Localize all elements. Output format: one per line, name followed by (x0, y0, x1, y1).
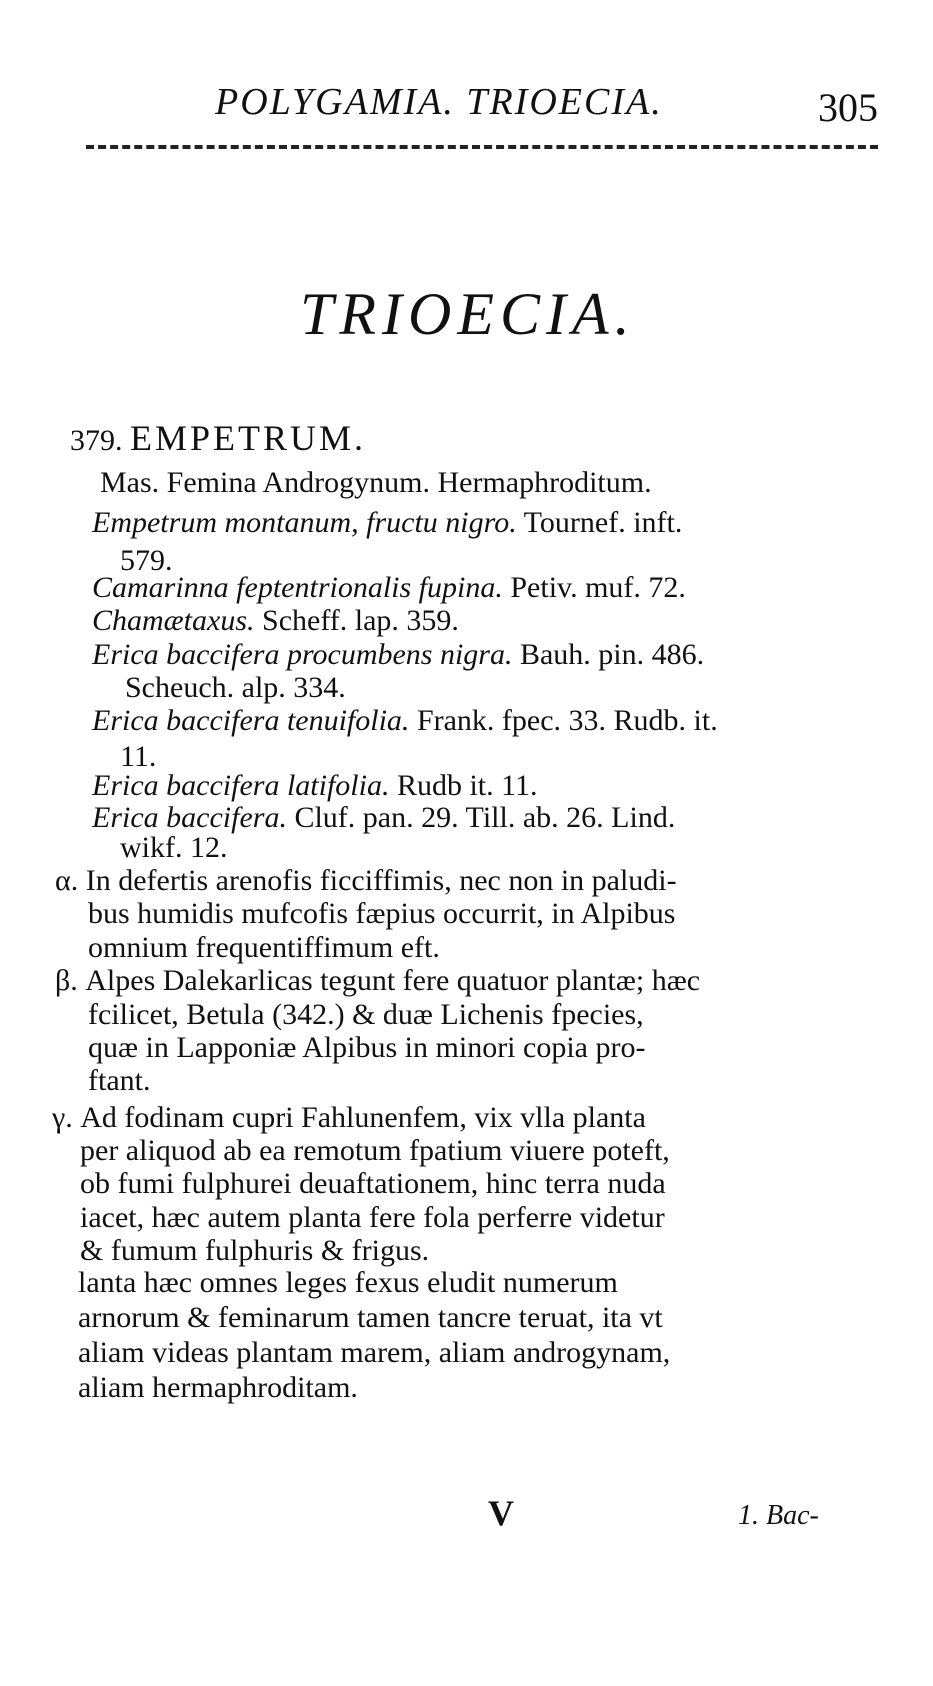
text-line (52, 1100, 646, 1136)
header-rule (86, 145, 878, 149)
text-line (78, 1300, 663, 1336)
italic-reference: Chamætaxus. (92, 604, 255, 637)
genus-number: 379. (70, 424, 123, 457)
text-line (88, 930, 440, 966)
text-line (92, 637, 704, 673)
text-line (78, 1370, 358, 1406)
roman-text: iacet, hæc autem planta fere fola perferre videtur (80, 1201, 665, 1234)
text-line (88, 896, 675, 932)
text-line (88, 1063, 150, 1099)
running-title: POLYGAMIA. TRIOECIA. (215, 81, 663, 123)
italic-reference: Camarinna feptentrionalis fupina. (92, 571, 503, 604)
catchword: 1. Bac- (738, 1500, 819, 1531)
text-line (78, 1265, 618, 1301)
text-line (80, 1133, 670, 1169)
italic-reference: Erica baccifera procumbens nigra. (92, 638, 513, 671)
roman-text: Frank. fpec. 33. Rudb. it. (409, 704, 718, 737)
roman-text: ob fumi fulphurei deuaftationem, hinc terra nuda (80, 1167, 666, 1200)
page-number: 305 (818, 85, 878, 130)
text-line (78, 1335, 670, 1371)
roman-text: Tournef. inft. (516, 506, 683, 539)
italic-reference: Erica baccifera. (92, 801, 287, 834)
text-line (80, 1233, 429, 1269)
roman-text: ftant. (88, 1064, 151, 1097)
genus-name: EMPETRUM. (130, 418, 367, 458)
text-line (92, 703, 718, 739)
text-line (80, 1200, 665, 1236)
roman-text: Scheff. lap. 359. (254, 604, 459, 637)
roman-text: Rudb it. 11. (389, 769, 538, 802)
text-line (80, 1166, 666, 1202)
signature-mark: V (488, 1493, 514, 1533)
roman-text: 11. (120, 740, 157, 773)
genus-heading (70, 420, 366, 459)
text-line (92, 505, 682, 541)
text-line (55, 863, 677, 899)
text-line (120, 830, 228, 866)
roman-text: omnium frequentiffimum eft. (88, 931, 440, 964)
roman-text: quæ in Lapponiæ Alpibus in minori copia pro- (88, 1031, 646, 1064)
roman-text: lanta hæc omnes leges fexus eludit numerum (78, 1266, 618, 1299)
text-line (100, 465, 652, 501)
roman-text: β. Alpes Dalekarlicas tegunt fere quatuor plantæ; hæc (55, 964, 701, 997)
roman-text: Scheuch. alp. 334. (125, 671, 346, 704)
roman-text: Mas. Femina Androgynum. Hermaphroditum. (100, 466, 652, 499)
roman-text: bus humidis mufcofis fæpius occurrit, in Alpibus (88, 897, 676, 930)
roman-text: α. In defertis arenofis ficciffimis, nec non in paludi- (55, 864, 677, 897)
text-line (92, 603, 459, 639)
italic-reference: Erica baccifera latifolia. (92, 769, 390, 802)
roman-text: arnorum & feminarum tamen tancre teruat, ita vt (78, 1301, 663, 1334)
roman-text: 579. (120, 544, 173, 577)
text-line (55, 963, 700, 999)
text-line (92, 768, 538, 804)
text-line (92, 570, 686, 606)
text-line (88, 997, 644, 1033)
section-title: TRIOECIA. (300, 281, 636, 347)
roman-text: fcilicet, Betula (342.) & duæ Lichenis fpecies, (88, 998, 644, 1031)
roman-text: per aliquod ab ea remotum fpatium viuere poteft, (80, 1134, 670, 1167)
roman-text: & fumum fulphuris & frigus. (80, 1234, 430, 1267)
roman-text: Bauh. pin. 486. (512, 638, 705, 671)
roman-text: γ. Ad fodinam cupri Fahlunenfem, vix vlla planta (52, 1101, 646, 1134)
roman-text: wikf. 12. (120, 831, 228, 864)
roman-text: aliam videas plantam marem, aliam androgynam, (78, 1336, 671, 1369)
roman-text: Petiv. muf. 72. (502, 571, 686, 604)
text-line (125, 670, 346, 706)
italic-reference: Empetrum montanum, fructu nigro. (92, 506, 517, 539)
italic-reference: Erica baccifera tenuifolia. (92, 704, 410, 737)
roman-text: Cluf. pan. 29. Till. ab. 26. Lind. (286, 801, 676, 834)
roman-text: aliam hermaphroditam. (78, 1371, 358, 1404)
text-line (88, 1030, 645, 1066)
